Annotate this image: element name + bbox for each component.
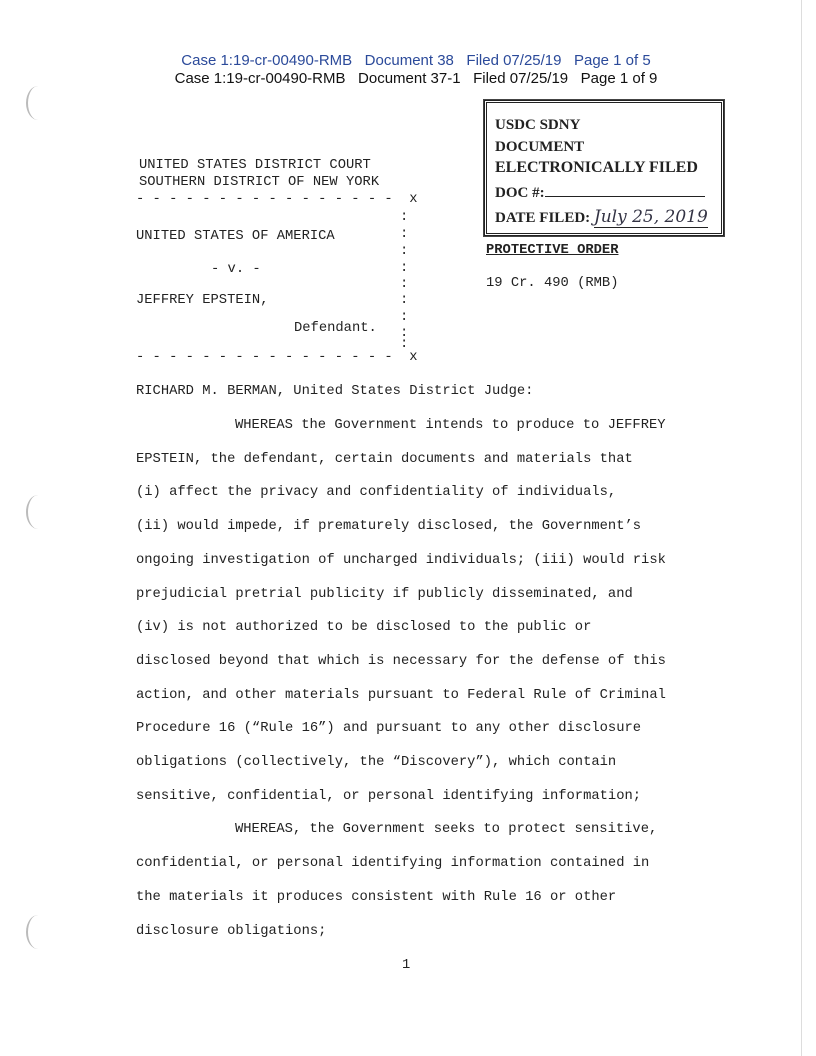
ecf-header-stamp: Case 1:19-cr-00490-RMB Document 38 Filed 07/25/19 Page 1 of 5 — [181, 52, 651, 69]
punch-hole — [26, 495, 50, 529]
caption-colon: : — [400, 293, 409, 308]
judge-line: RICHARD M. BERMAN, United States District Judge: — [136, 384, 534, 399]
body-line: (iv) is not authorized to be disclosed to the public or — [136, 620, 592, 636]
order-title: PROTECTIVE ORDER — [486, 243, 619, 258]
scan-edge — [801, 0, 802, 1056]
plaintiff: UNITED STATES OF AMERICA — [136, 229, 335, 244]
body-line: confidential, or personal identifying information contained in — [136, 856, 650, 872]
body-line: sensitive, confidential, or personal identifying information; — [136, 788, 642, 804]
body-line: prejudicial pretrial publicity if publicly disseminated, and — [136, 586, 633, 602]
body-line: EPSTEIN, the defendant, certain documents and materials that — [136, 451, 633, 467]
caption-colon: : — [400, 261, 409, 276]
handwritten-date: July 25, 2019 — [593, 207, 708, 227]
body-line: obligations (collectively, the “Discovery”), which contain — [136, 755, 617, 770]
body-line: WHEREAS, the Government seeks to protect sensitive, — [235, 822, 658, 838]
caption-colon: : — [400, 310, 409, 325]
docket-number: 19 Cr. 490 (RMB) — [486, 276, 619, 291]
defendant: JEFFREY EPSTEIN, — [136, 293, 269, 308]
body-line: (ii) would impede, if prematurely disclosed, the Government’s — [136, 519, 642, 535]
caption-colon: : — [400, 244, 409, 259]
caption-colon: : — [400, 326, 409, 341]
caption-colon: : — [400, 210, 409, 225]
body-line: action, and other materials pursuant to Federal Rule of Criminal — [136, 687, 666, 703]
body-line: (i) affect the privacy and confidentiality of individuals, — [136, 485, 617, 501]
page-number: 1 — [402, 958, 411, 973]
caption-divider: - - - - - - - - - - - - - - - - x — [136, 350, 418, 365]
body-line: disclosure obligations; — [136, 923, 327, 939]
defendant-label: Defendant. — [294, 321, 377, 336]
caption-colon: : — [400, 337, 409, 352]
body-line: disclosed beyond that which is necessary for the defense of this — [136, 653, 666, 669]
court-name: UNITED STATES DISTRICT COURT — [139, 158, 371, 173]
caption-colon: : — [400, 277, 409, 292]
stamp-line: USDC SDNY — [495, 117, 581, 133]
body-line: WHEREAS the Government intends to produce to JEFFREY — [235, 418, 666, 433]
punch-hole — [26, 915, 50, 949]
stamp-doc-label: DOC #: — [495, 185, 705, 202]
caption-colon: : — [400, 227, 409, 242]
punch-hole — [26, 86, 50, 120]
caption-divider: - - - - - - - - - - - - - - - - x — [136, 192, 418, 207]
stamp-line: DOCUMENT — [495, 139, 585, 155]
versus: - v. - — [211, 262, 261, 277]
stamp-line: ELECTRONICALLY FILED — [495, 159, 698, 176]
body-line: ongoing investigation of uncharged individuals; (iii) would risk — [136, 552, 666, 568]
body-line: Procedure 16 (“Rule 16”) and pursuant to any other disclosure — [136, 721, 642, 737]
filing-stamp — [484, 100, 724, 236]
body-line: the materials it produces consistent with Rule 16 or other — [136, 889, 617, 905]
ecf-header-original: Case 1:19-cr-00490-RMB Document 37-1 Filed 07/25/19 Page 1 of 9 — [174, 70, 658, 87]
court-district: SOUTHERN DISTRICT OF NEW YORK — [139, 175, 380, 190]
stamp-date: DATE FILED: July 25, 2019 — [495, 207, 708, 227]
